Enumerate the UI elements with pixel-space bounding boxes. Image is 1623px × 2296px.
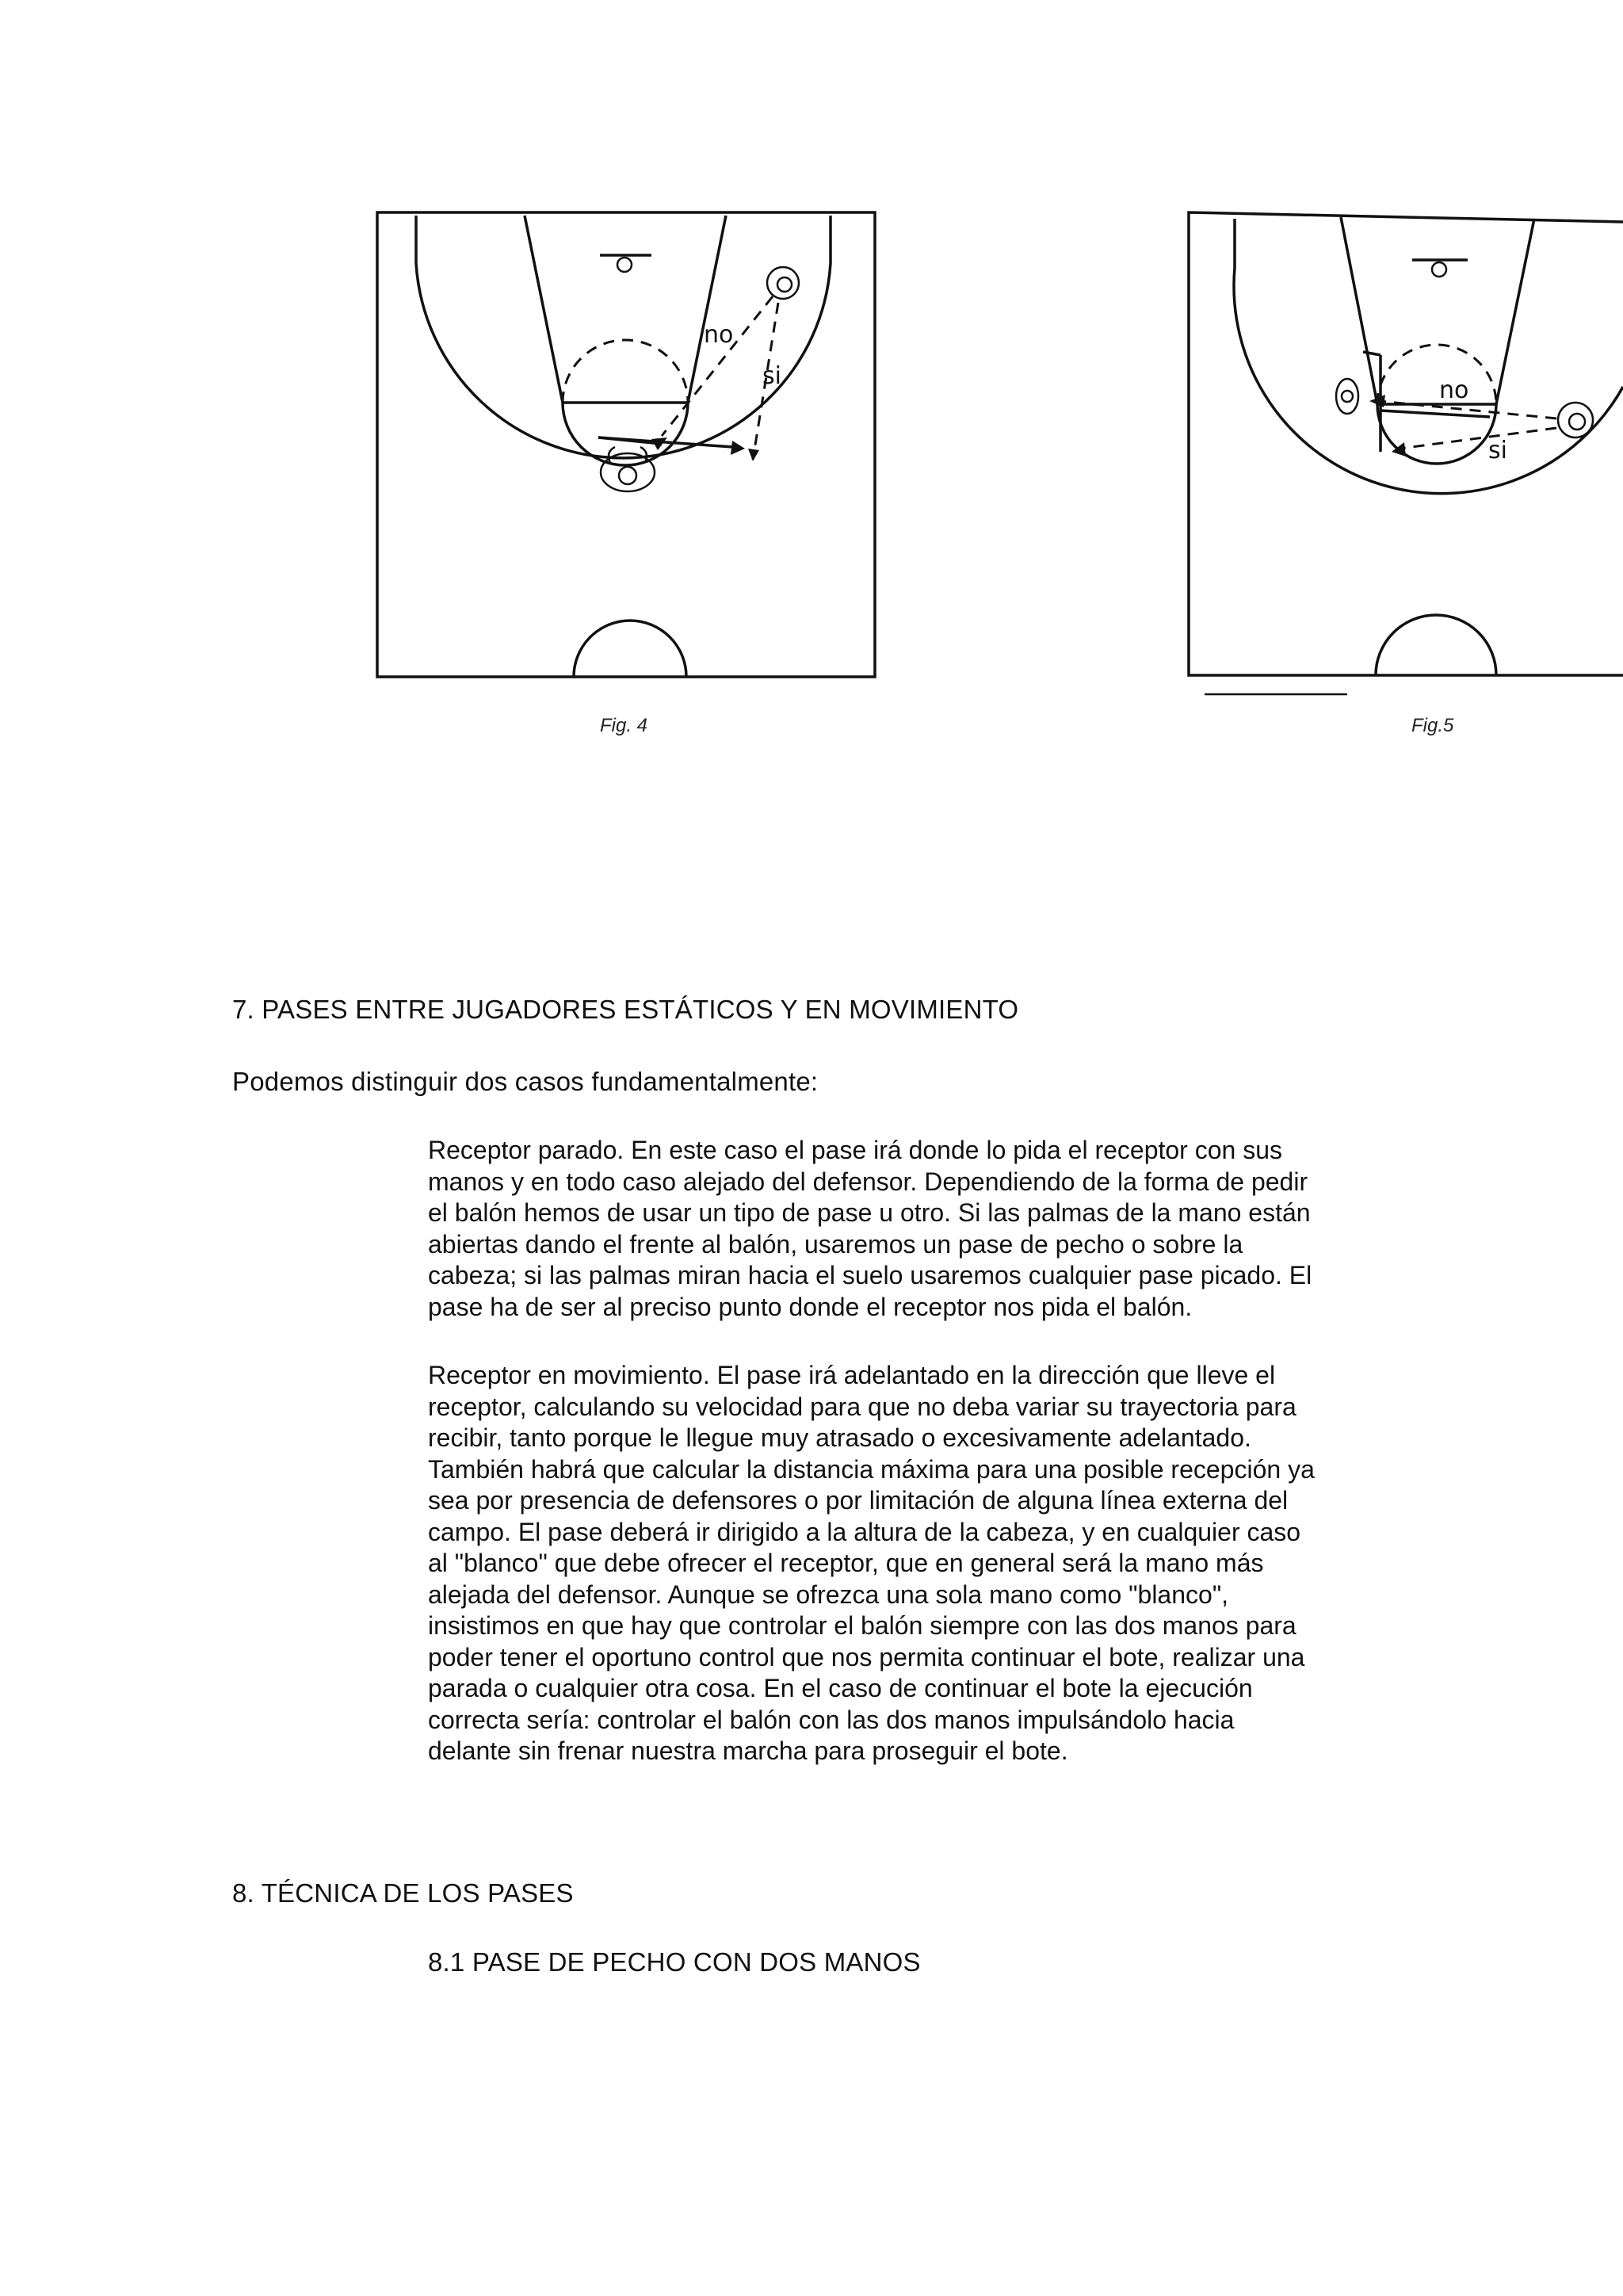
cut-path-no [662, 296, 773, 436]
text-line: alejada del defensor. Aunque se ofrezca una sola mano como "blanco", [428, 1580, 1229, 1609]
three-point-arc [416, 216, 831, 458]
text-line: campo. El pase deberá ir dirigido a la altura de la cabeza, y en cualquier caso [428, 1517, 1301, 1546]
text-line: insistimos en que hay que controlar el balón siempre con las dos manos para [428, 1611, 1296, 1640]
text-line: al "blanco" que debe ofrecer el receptor, que en general será la mano más [428, 1549, 1264, 1577]
text-line: Receptor en movimiento. El pase irá adelantado en la dirección que lleve el [428, 1361, 1276, 1389]
label-no: no [1439, 376, 1469, 404]
figure-5-court-diagram [1173, 197, 1623, 704]
section-7-heading: 7. PASES ENTRE JUGADORES ESTÁTICOS Y EN MOVIMIENTO [232, 995, 1019, 1024]
label-si: si [762, 362, 781, 390]
free-throw-lane [525, 216, 726, 403]
paragraph-receptor-en-movimiento [428, 1360, 1403, 1767]
text-line: sea por presencia de defensores o por limitación de alguna línea externa del [428, 1486, 1289, 1515]
center-circle [1376, 615, 1496, 675]
court-boundary [377, 212, 875, 677]
text-line: poder tener el oportuno control que nos permita continuar el bote, realizar una [428, 1642, 1305, 1671]
text-line: cabeza; si las palmas miran hacia el suelo usaremos cualquier pase picado. El [428, 1261, 1312, 1289]
text-line: recibir, tanto porque le llegue muy atrasado o excesivamente adelantado. [428, 1423, 1251, 1452]
basket [617, 258, 632, 272]
text-line: delante sin frenar nuestra marcha para proseguir el bote. [428, 1736, 1068, 1765]
figure-4-caption: Fig. 4 [600, 715, 648, 736]
basket [1432, 262, 1446, 277]
figure-5-caption: Fig.5 [1411, 715, 1454, 736]
label-si: si [1488, 437, 1507, 464]
player-icon-left [1336, 379, 1358, 414]
figure-4-court-diagram [372, 208, 880, 683]
section-8-1-heading: 8.1 PASE DE PECHO CON DOS MANOS [428, 1947, 921, 1977]
text-line: manos y en todo caso alejado del defensor. Dependiendo de la forma de pedir [428, 1167, 1308, 1196]
text-line: parada o cualquier otra cosa. En el caso de continuar el bote la ejecución [428, 1674, 1253, 1702]
player-icon-bottom [601, 447, 655, 491]
text-line: abiertas dando el frente al balón, usaremos un pase de pecho o sobre la [428, 1229, 1243, 1259]
arrowhead-si [731, 441, 745, 455]
player-icon-right [1558, 403, 1593, 437]
free-throw-circle-solid [563, 403, 688, 465]
text-line: receptor, calculando su velocidad para que no deba variar su trayectoria para [428, 1392, 1296, 1421]
section-7-intro: Podemos distinguir dos casos fundamentalmente: [232, 1067, 819, 1096]
text-line: Receptor parado. En este caso el pase irá donde lo pida el receptor con sus [428, 1136, 1282, 1164]
text-line: el balón hemos de usar un tipo de pase u otro. Si las palmas de la mano están [428, 1198, 1311, 1227]
court-boundary [1189, 212, 1623, 675]
text-line: También habrá que calcular la distancia máxima para una posible recepción ya [428, 1454, 1315, 1484]
free-throw-lane [1341, 217, 1534, 404]
label-no: no [704, 321, 734, 349]
paragraph-receptor-parado [428, 1135, 1403, 1323]
free-throw-circle-dashed [1377, 345, 1496, 404]
text-line: pase ha de ser al preciso punto donde el receptor nos pida el balón. [428, 1292, 1193, 1321]
player-icon-top [767, 267, 799, 299]
center-circle [574, 621, 686, 677]
free-throw-circle-dashed [563, 340, 688, 403]
section-8-heading: 8. TÉCNICA DE LOS PASES [232, 1878, 574, 1908]
text-line: correcta sería: controlar el balón con las dos manos impulsándolo hacia [428, 1705, 1235, 1734]
cut-arrowhead [748, 449, 759, 461]
